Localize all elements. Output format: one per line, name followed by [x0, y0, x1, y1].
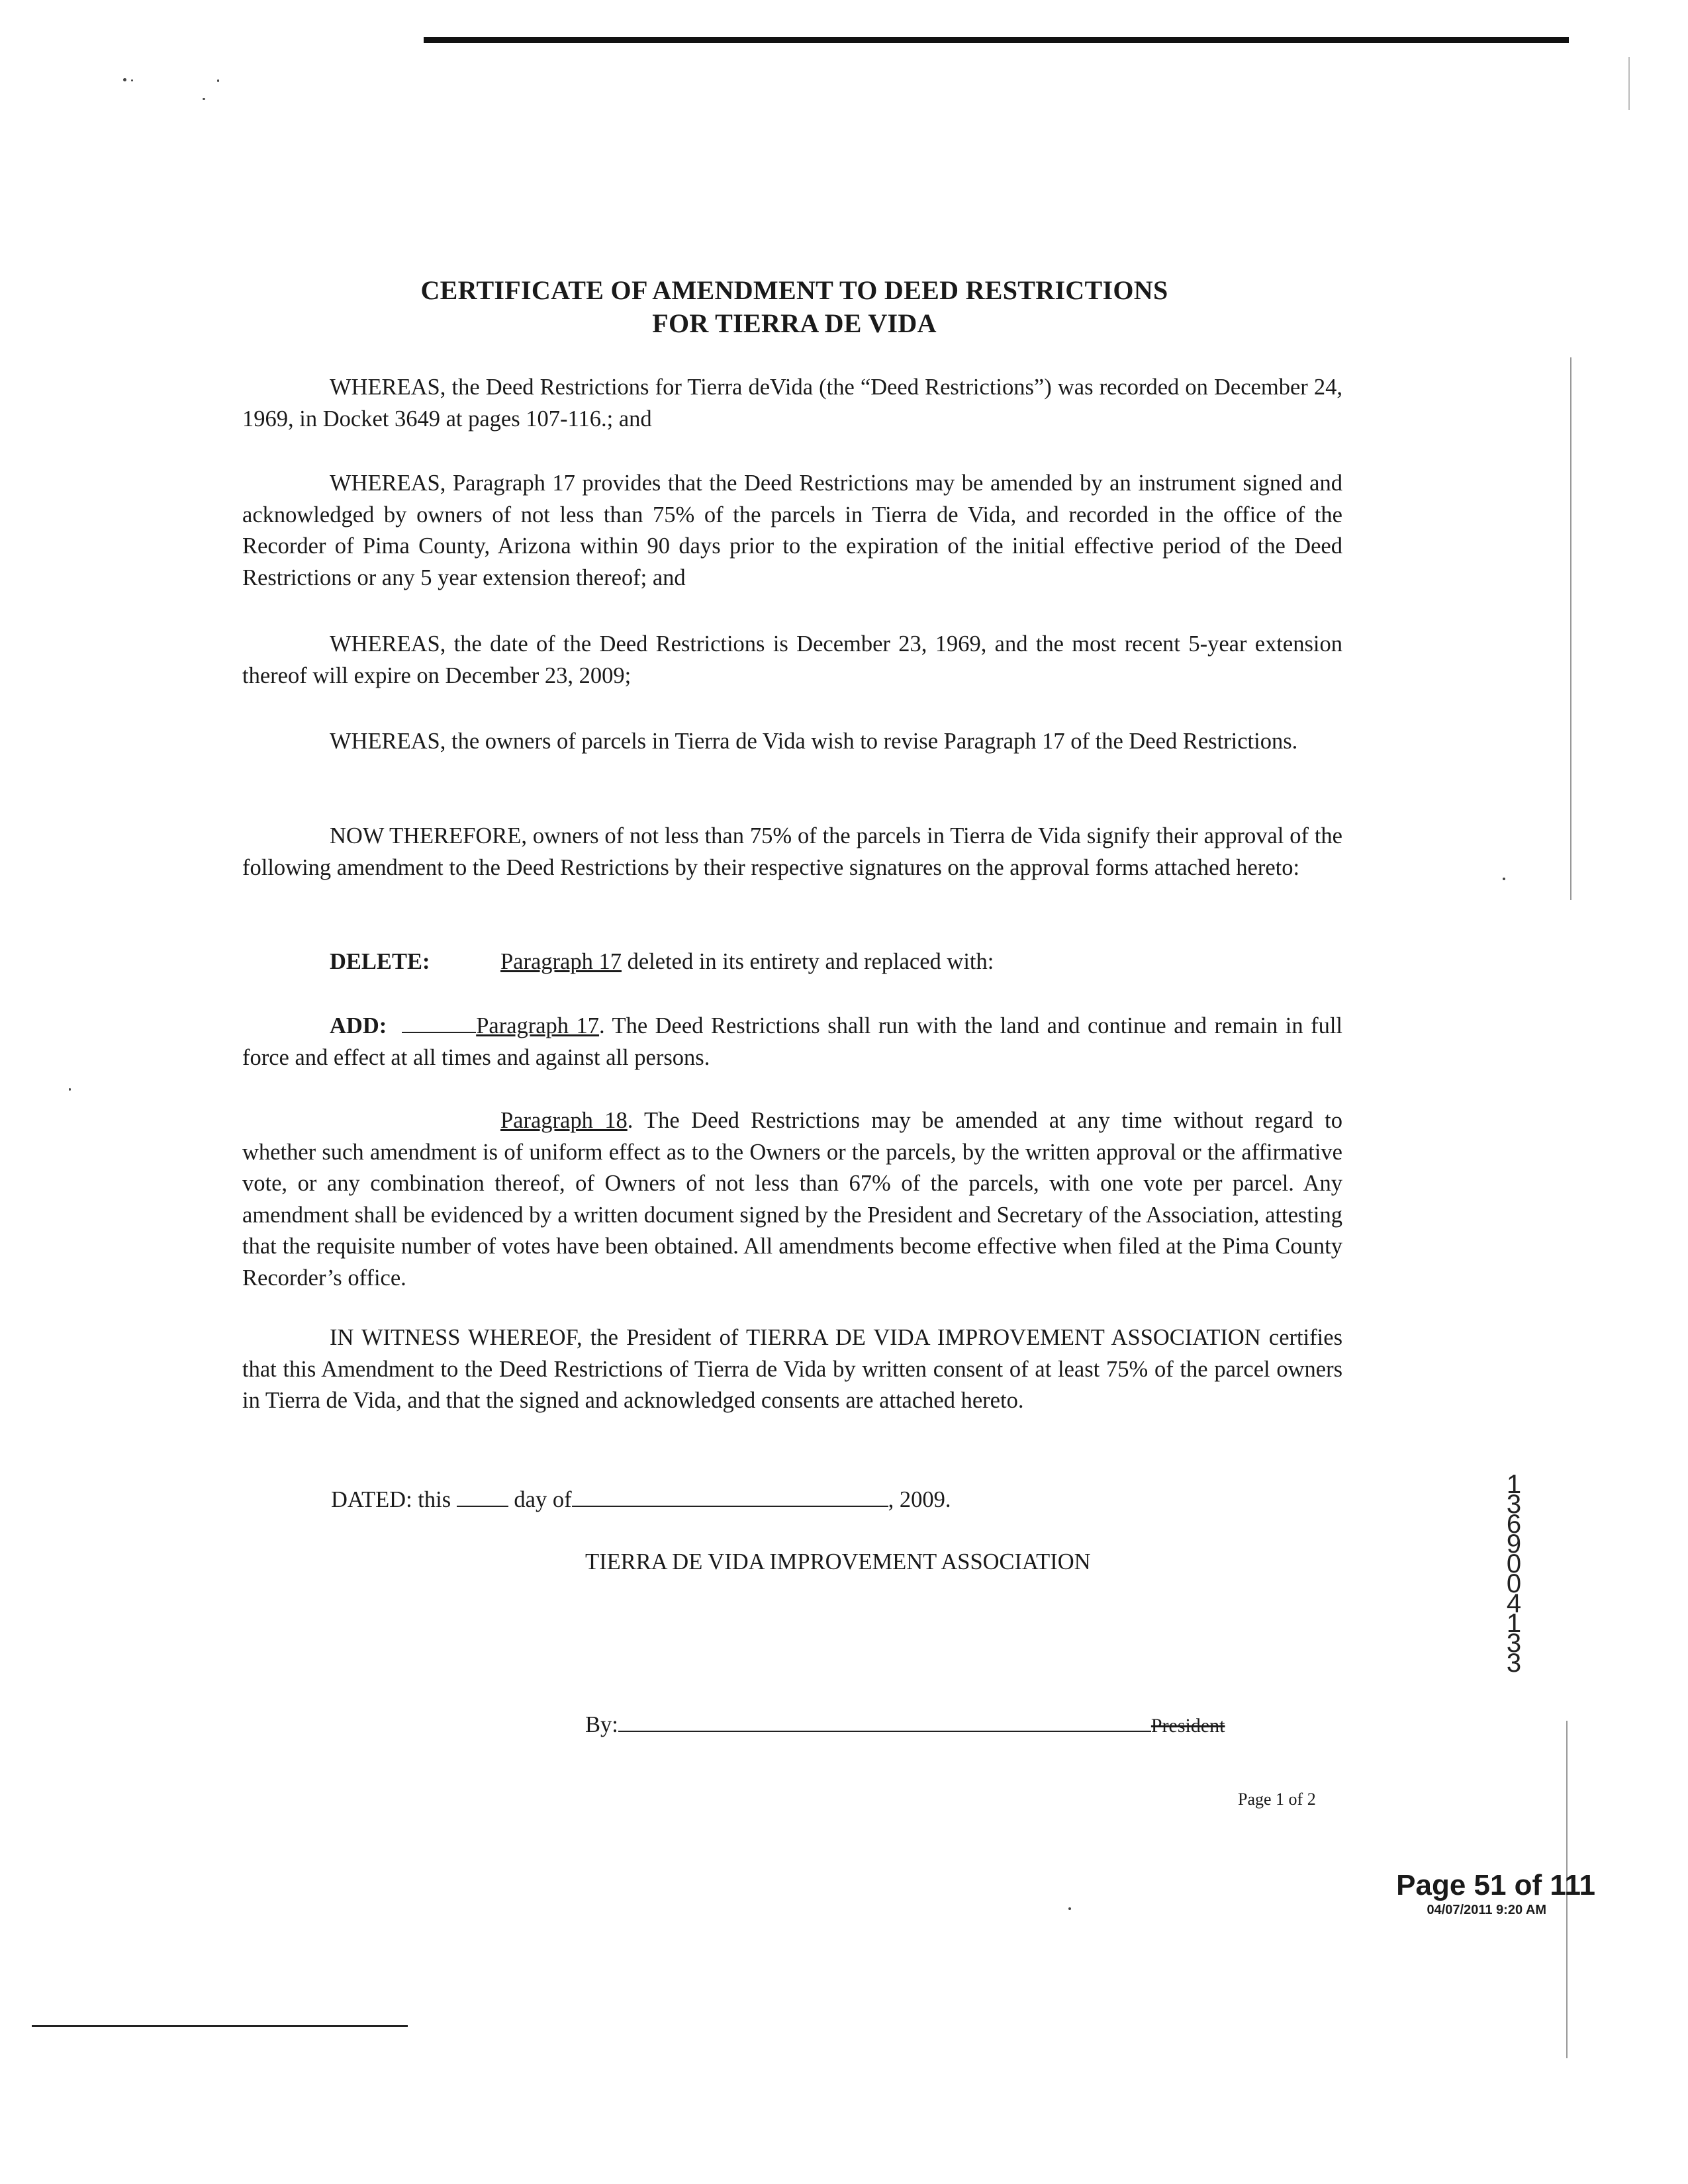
paragraph-18-ref: Paragraph 18	[500, 1108, 628, 1133]
docket-number: 13690 04133	[1506, 1470, 1522, 1678]
add-blank-line	[402, 1013, 476, 1033]
month-blank[interactable]	[572, 1487, 888, 1507]
signature-blank[interactable]	[618, 1711, 1151, 1732]
top-rule	[424, 37, 1569, 43]
whereas-paragraph-3: WHEREAS, the date of the Deed Restrictions is December 23, 1969, and the most recent 5-year extension thereof will expire on December 23, 2009;	[242, 631, 1342, 688]
scan-speck	[123, 78, 126, 81]
document-title-line-1: CERTIFICATE OF AMENDMENT TO DEED RESTRICTIONS	[420, 275, 1168, 305]
by-label: By:	[585, 1712, 618, 1737]
paragraph-18-clause	[242, 1105, 1342, 1294]
add-label: ADD:	[330, 1013, 387, 1038]
paragraph-18-text: . The Deed Restrictions may be amended at any time without regard to whether such amendment is of uniform effect as to the Owners or the parcels, by the written approval or the affirmative vote, or any combination thereof, of Owners of not less than 67% of the parcels, with one vote per parcel. Any amendment shall be evidenced by a written document signed by the President and Secretary of the Association, attesting that the requisite number of votes have been obtained. All amendments become effective when filed at the Pima County Recorder’s office.	[242, 1108, 1342, 1291]
document-title-line-2: FOR TIERRA DE VIDA	[652, 308, 937, 338]
recorder-stamp	[1390, 1869, 1595, 1918]
president-role: President	[1150, 1715, 1225, 1737]
stamp-page-number: Page 51 of 111	[1396, 1869, 1595, 1901]
signature-line	[585, 1710, 1225, 1741]
scan-edge-mark	[1570, 357, 1571, 900]
dated-prefix: DATED: this	[331, 1487, 451, 1512]
add-paragraph-ref: Paragraph 17	[476, 1013, 600, 1038]
whereas-paragraph-1: WHEREAS, the Deed Restrictions for Tierra deVida (the “Deed Restrictions”) was recorded on December 24, 1969, in Docket 3649 at pages 107-116.; and	[242, 375, 1342, 432]
scan-speck	[203, 98, 205, 100]
page-footer: Page 1 of 2	[1238, 1790, 1316, 1809]
association-name: TIERRA DE VIDA IMPROVEMENT ASSOCIATION	[585, 1549, 1091, 1574]
delete-paragraph-ref: Paragraph 17	[500, 949, 622, 974]
add-text: . The Deed Restrictions shall run with the land and continue and remain in full force and effect at all times and against all persons.	[242, 1013, 1343, 1070]
delete-text: deleted in its entirety and replaced with:	[621, 949, 994, 974]
dated-suffix: , 2009.	[888, 1487, 951, 1512]
scan-speck	[131, 79, 133, 81]
add-clause	[242, 1011, 1342, 1073]
delete-label: DELETE:	[330, 949, 430, 974]
stamp-datetime: 04/07/2011 9:20 AM	[1427, 1903, 1546, 1917]
dated-line	[331, 1485, 951, 1514]
now-therefore-paragraph: NOW THEREFORE, owners of not less than 75% of the parcels in Tierra de Vida signify their approval of the following amendment to the Deed Restrictions by their respective signatures on the approval forms attached hereto:	[242, 823, 1342, 880]
scan-speck	[69, 1088, 71, 1091]
witness-paragraph: IN WITNESS WHEREOF, the President of TIERRA DE VIDA IMPROVEMENT ASSOCIATION certifies that this Amendment to the Deed Restrictions of Tierra de Vida by written consent of at least 75% of the parcel owners in Tierra de Vida, and that the signed and acknowledged consents are attached hereto.	[242, 1325, 1342, 1413]
whereas-paragraph-2: WHEREAS, Paragraph 17 provides that the Deed Restrictions may be amended by an instrument signed and acknowledged by owners of not less than 75% of the parcels in Tierra de Vida, and recorded in the office of the Recorder of Pima County, Arizona within 90 days prior to the expiration of the initial effective period of the Deed Restrictions or any 5 year extension thereof; and	[242, 471, 1342, 590]
bottom-rule	[32, 2025, 408, 2027]
scan-speck	[217, 79, 219, 82]
delete-clause	[330, 946, 1342, 978]
scan-edge-mark	[1628, 57, 1630, 110]
day-blank[interactable]	[457, 1487, 508, 1507]
scan-speck	[1503, 878, 1505, 880]
scan-speck	[1068, 1907, 1071, 1910]
dated-middle: day of	[514, 1487, 572, 1512]
whereas-paragraph-4: WHEREAS, the owners of parcels in Tierra de Vida wish to revise Paragraph 17 of the Deed Restrictions.	[330, 729, 1298, 754]
